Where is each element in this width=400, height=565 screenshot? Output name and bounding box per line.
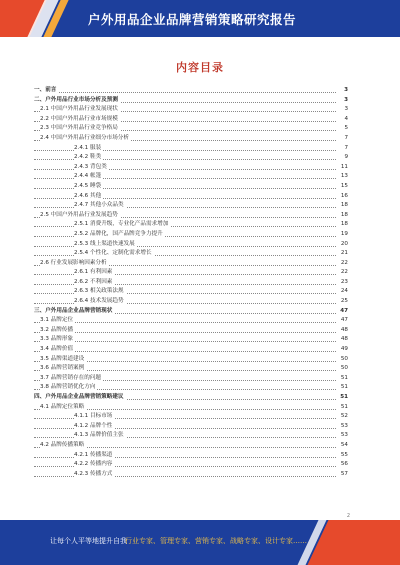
toc-entry-label: 3.1 品牌定位 [40,316,75,326]
toc-entry-page: 51 [339,393,348,403]
toc-entry-page: 4 [343,115,348,125]
toc-entry[interactable] [34,182,348,192]
toc-entry[interactable] [34,268,348,278]
toc-entry-label: 2.6.3 相关政策法规 [74,287,126,297]
toc-entry-page: 5 [343,124,348,134]
toc-entry-label: 四、户外用品企业品牌营销策略建议 [34,393,126,403]
toc-entry[interactable] [34,460,348,470]
toc-entry-page: 49 [340,345,348,355]
toc-entry-page: 47 [339,307,348,317]
toc-entry-page: 18 [340,201,348,211]
footer-banner [0,520,400,565]
toc-entry[interactable] [34,211,348,221]
footer-slogan: 让每个人平等地提升自我 [50,537,127,545]
toc-entry-label: 2.4 中国户外用品行业细分市场分析 [40,134,131,144]
toc-entry-label: 二、户外用品行业市场分析及预测 [34,96,120,106]
toc-entry[interactable] [34,345,348,355]
toc-entry[interactable] [34,124,348,134]
toc-entry-page: 13 [340,172,348,182]
toc-entry-page: 11 [340,163,348,173]
toc-entry-label: 2.6.2 不利因素 [74,278,114,288]
toc-entry-page: 54 [340,441,348,451]
report-title: 户外用品企业品牌营销策略研究报告 [88,12,297,27]
toc-entry[interactable] [34,172,348,182]
toc-entry[interactable] [34,451,348,461]
toc-entry-page: 57 [340,470,348,480]
footer-experts: 行业专家、管理专家、营销专家、战略专家、设计专家…… [125,537,307,545]
toc-entry-page: 18 [340,211,348,221]
toc-entry-page: 22 [340,259,348,269]
toc-entry-label: 4.1.3 品牌价值主张 [74,431,126,441]
toc-entry[interactable] [34,470,348,480]
toc-entry-page: 16 [340,192,348,202]
toc-entry-label: 2.3 中国户外用品行业竞争格局 [40,124,120,134]
toc-entry-page: 50 [340,364,348,374]
toc-leader-dots [34,351,336,352]
toc-entry-label: 2.5 中国户外用品行业发展趋势 [40,211,120,221]
toc-entry[interactable] [34,201,348,211]
toc-entry-page: 3 [343,86,348,96]
toc-entry[interactable] [34,297,348,307]
toc-entry-label: 2.4.7 其他小众品类 [74,201,126,211]
toc-entry-page: 48 [340,326,348,336]
toc-entry-page: 3 [343,96,348,106]
toc-entry-page: 47 [340,316,348,326]
toc-entry-label: 一、前言 [34,86,58,96]
toc-entry-label: 4.2.2 传播内容 [74,460,114,470]
toc-entry-page: 53 [340,431,348,441]
toc-entry-page: 3 [343,105,348,115]
toc-leader-dots [34,92,336,93]
toc-entry-page: 56 [340,460,348,470]
toc-entry[interactable] [34,278,348,288]
table-of-contents [34,86,348,479]
toc-entry-label: 2.2 中国户外用品行业市场规模 [40,115,120,125]
toc-entry-label: 2.6 行业发展影响因素分析 [40,259,109,269]
toc-entry-label: 4.2.1 传播渠道 [74,451,114,461]
toc-entry-page: 18 [340,220,348,230]
toc-entry-label: 4.2.3 传播方式 [74,470,114,480]
toc-leader-dots [34,332,336,333]
toc-entry[interactable] [34,153,348,163]
toc-entry-label: 2.5.1 消费升级，专业化产品需求增加 [74,220,170,230]
toc-leader-dots [34,341,336,342]
toc-entry-label: 2.4.2 鞋类 [74,153,103,163]
toc-entry[interactable] [34,393,348,403]
toc-entry-page: 19 [340,230,348,240]
toc-leader-dots [34,322,336,323]
toc-entry-label: 3.8 品牌营销优化方向 [40,383,97,393]
toc-entry-page: 21 [340,249,348,259]
toc-entry-page: 51 [340,403,348,413]
toc-entry[interactable] [34,259,348,269]
toc-entry-label: 3.4 品牌价值 [40,345,75,355]
toc-entry[interactable] [34,192,348,202]
toc-entry-label: 2.4.5 睡袋 [74,182,103,192]
toc-entry[interactable] [34,230,348,240]
toc-entry-label: 4.2 品牌传播策略 [40,441,86,451]
toc-entry[interactable] [34,403,348,413]
toc-entry[interactable] [34,96,348,106]
toc-entry-label: 2.4.6 其他 [74,192,103,202]
toc-entry-label: 3.7 品牌营销存在的问题 [40,374,103,384]
toc-entry[interactable] [34,441,348,451]
toc-entry[interactable] [34,105,348,115]
toc-entry-label: 4.1.2 品牌个性 [74,422,114,432]
toc-entry[interactable] [34,115,348,125]
toc-entry-label: 2.6.4 技术发展趋势 [74,297,126,307]
toc-entry-label: 2.4.3 背包类 [74,163,109,173]
toc-entry-page: 22 [340,268,348,278]
toc-entry[interactable] [34,86,348,96]
toc-entry[interactable] [34,144,348,154]
toc-entry[interactable] [34,383,348,393]
toc-entry[interactable] [34,364,348,374]
toc-entry-label: 2.5.3 线上渠道快速发展 [74,240,137,250]
toc-entry[interactable] [34,220,348,230]
toc-entry-page: 55 [340,451,348,461]
toc-entry-page: 7 [343,134,348,144]
toc-entry-label: 3.3 品牌形象 [40,335,75,345]
toc-entry[interactable] [34,307,348,317]
toc-entry-page: 24 [340,287,348,297]
toc-entry[interactable] [34,287,348,297]
toc-entry[interactable] [34,326,348,336]
toc-entry[interactable] [34,335,348,345]
toc-entry-label: 3.2 品牌传播 [40,326,75,336]
toc-entry-label: 三、户外用品企业品牌营销现状 [34,307,114,317]
toc-entry-page: 50 [340,355,348,365]
toc-entry-page: 23 [340,278,348,288]
toc-entry[interactable] [34,134,348,144]
toc-entry[interactable] [34,249,348,259]
toc-entry-page: 15 [340,182,348,192]
toc-entry-page: 20 [340,240,348,250]
toc-entry-label: 4.1 品牌定位策略 [40,403,86,413]
toc-entry-page: 52 [340,412,348,422]
toc-heading: 内容目录 [176,61,224,74]
page-number: 2 [346,513,350,519]
toc-entry[interactable] [34,422,348,432]
toc-entry-page: 51 [340,383,348,393]
toc-entry-page: 48 [340,335,348,345]
toc-entry[interactable] [34,240,348,250]
toc-entry[interactable] [34,355,348,365]
toc-entry-label: 2.4.1 服装 [74,144,103,154]
toc-entry[interactable] [34,316,348,326]
toc-entry[interactable] [34,374,348,384]
toc-entry-page: 51 [340,374,348,384]
toc-entry-label: 4.1.1 目标市场 [74,412,114,422]
toc-entry[interactable] [34,431,348,441]
toc-entry-page: 7 [343,144,348,154]
toc-entry-label: 3.5 品牌渠道建设 [40,355,86,365]
toc-entry[interactable] [34,412,348,422]
toc-entry-label: 2.4.4 帐篷 [74,172,103,182]
toc-entry-label: 2.5.2 品牌化，国产品牌竞争力提升 [74,230,165,240]
toc-entry-label: 2.6.1 有利因素 [74,268,114,278]
toc-entry-label: 2.1 中国户外用品行业发展现状 [40,105,120,115]
toc-entry[interactable] [34,163,348,173]
toc-entry-page: 9 [343,153,348,163]
toc-entry-page: 25 [340,297,348,307]
toc-entry-label: 2.5.4 个性化、定制化需求增长 [74,249,154,259]
header-banner [0,0,400,37]
toc-entry-label: 3.6 品牌营销案例 [40,364,86,374]
toc-entry-page: 53 [340,422,348,432]
